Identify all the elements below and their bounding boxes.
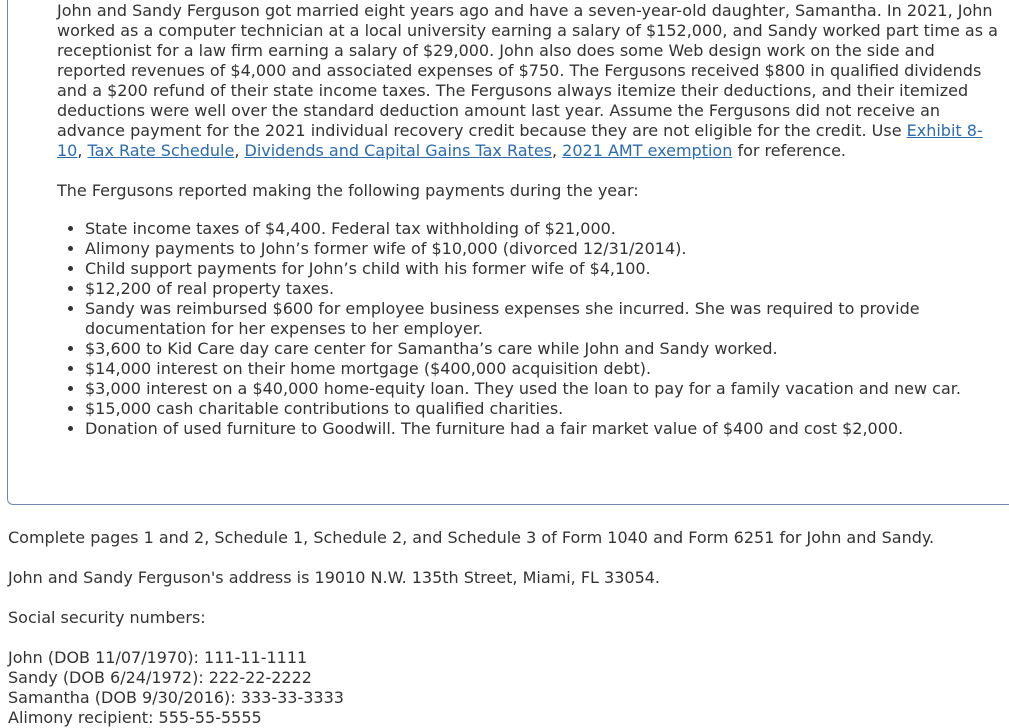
ssn-entry-john: John (DOB 11/07/1970): 111-11-1111 <box>8 648 308 667</box>
ssn-list <box>8 648 1003 728</box>
payments-intro: The Fergusons reported making the following payments during the year: <box>57 181 639 200</box>
list-item: • State income taxes of $4,400. Federal tax withholding of $21,000. <box>85 219 1007 239</box>
ssn-entry-sandy: Sandy (DOB 6/24/1972): 222-22-2222 <box>8 668 312 687</box>
exhibit-8-10-link[interactable]: Exhibit 8-10 <box>57 121 983 160</box>
problem-panel <box>7 0 1009 505</box>
address-text: John and Sandy Ferguson's address is 19010 N.W. 135th Street, Miami, FL 33054. <box>8 568 661 587</box>
ssn-entry-alimony-recipient: Alimony recipient: 555-55-5555 <box>8 708 262 727</box>
dividends-capital-gains-link[interactable]: Dividends and Capital Gains Tax Rates <box>244 141 552 160</box>
amt-exemption-link[interactable]: 2021 AMT exemption <box>562 141 733 160</box>
list-item: • Donation of used furniture to Goodwill. The furniture had a fair market value of $400 and cost $2,000. <box>85 419 1007 439</box>
list-item: • Sandy was reimbursed $600 for employee business expenses she incurred. She was required to provide documentation for her expenses to her employer. <box>85 299 1007 339</box>
instructions-section <box>8 528 1003 728</box>
intro-paragraph: John and Sandy Ferguson got married eight years ago and have a seven-year-old daughter, Samantha. In 2021, John worked as a computer technician at a local university earning a salary of $152,000, and Sandy worked part time as a receptionist for a law firm earning a salary of $29,000. John also does some Web design work on the side and reported revenues of $4,000 and associated expenses of $750. The Fergusons received $800 in qualified dividends and a $200 refund of their state income taxes. The Fergusons always itemize their deductions, and their itemized deductions were well over the standard deduction amount last year. Assume the Fergusons did not receive an advance payment for the 2021 individual recovery credit because they are not eligible for the credit. Use Exhibit 8-10, Tax Rate Schedule, Dividends and Capital Gains Tax Rates, 2021 AMT exemption for reference. <box>57 1 998 160</box>
list-item: • $12,200 of real property taxes. <box>85 279 1007 299</box>
payments-list <box>57 219 1007 439</box>
task-instruction: Complete pages 1 and 2, Schedule 1, Schedule 2, and Schedule 3 of Form 1040 and Form 6251 for John and Sandy. <box>8 528 935 547</box>
ssn-heading: Social security numbers: <box>8 608 206 627</box>
tax-rate-schedule-link[interactable]: Tax Rate Schedule <box>87 141 235 160</box>
ssn-entry-samantha: Samantha (DOB 9/30/2016): 333-33-3333 <box>8 688 344 707</box>
intro-text: John and Sandy Ferguson got married eight years ago and have a seven-year-old daughter, Samantha. In 2021, John worked as a computer technician at a local university earning a salary of $152,000, and Sandy worked part time as a receptionist for a law firm earning a salary of $29,000. John also does some Web design work on the side and reported revenues of $4,000 and associated expenses of $750. The Fergusons received $800 in qualified dividends and a $200 refund of their state income taxes. The Fergusons always itemize their deductions, and their itemized deductions were well over the standard deduction amount last year. Assume the Fergusons did not receive an advance payment for the 2021 individual recovery credit because they are not eligible for the credit. Use <box>57 1 998 140</box>
list-item: • Alimony payments to John’s former wife of $10,000 (divorced 12/31/2014). <box>85 239 1007 259</box>
problem-body <box>57 1 1007 439</box>
list-item: • $3,000 interest on a $40,000 home-equity loan. They used the loan to pay for a family vacation and new car. <box>85 379 1007 399</box>
list-item: • $15,000 cash charitable contributions to qualified charities. <box>85 399 1007 419</box>
list-item: • $14,000 interest on their home mortgage ($400,000 acquisition debt). <box>85 359 1007 379</box>
list-item: • Child support payments for John’s child with his former wife of $4,100. <box>85 259 1007 279</box>
list-item: • $3,600 to Kid Care day care center for Samantha’s care while John and Sandy worked. <box>85 339 1007 359</box>
